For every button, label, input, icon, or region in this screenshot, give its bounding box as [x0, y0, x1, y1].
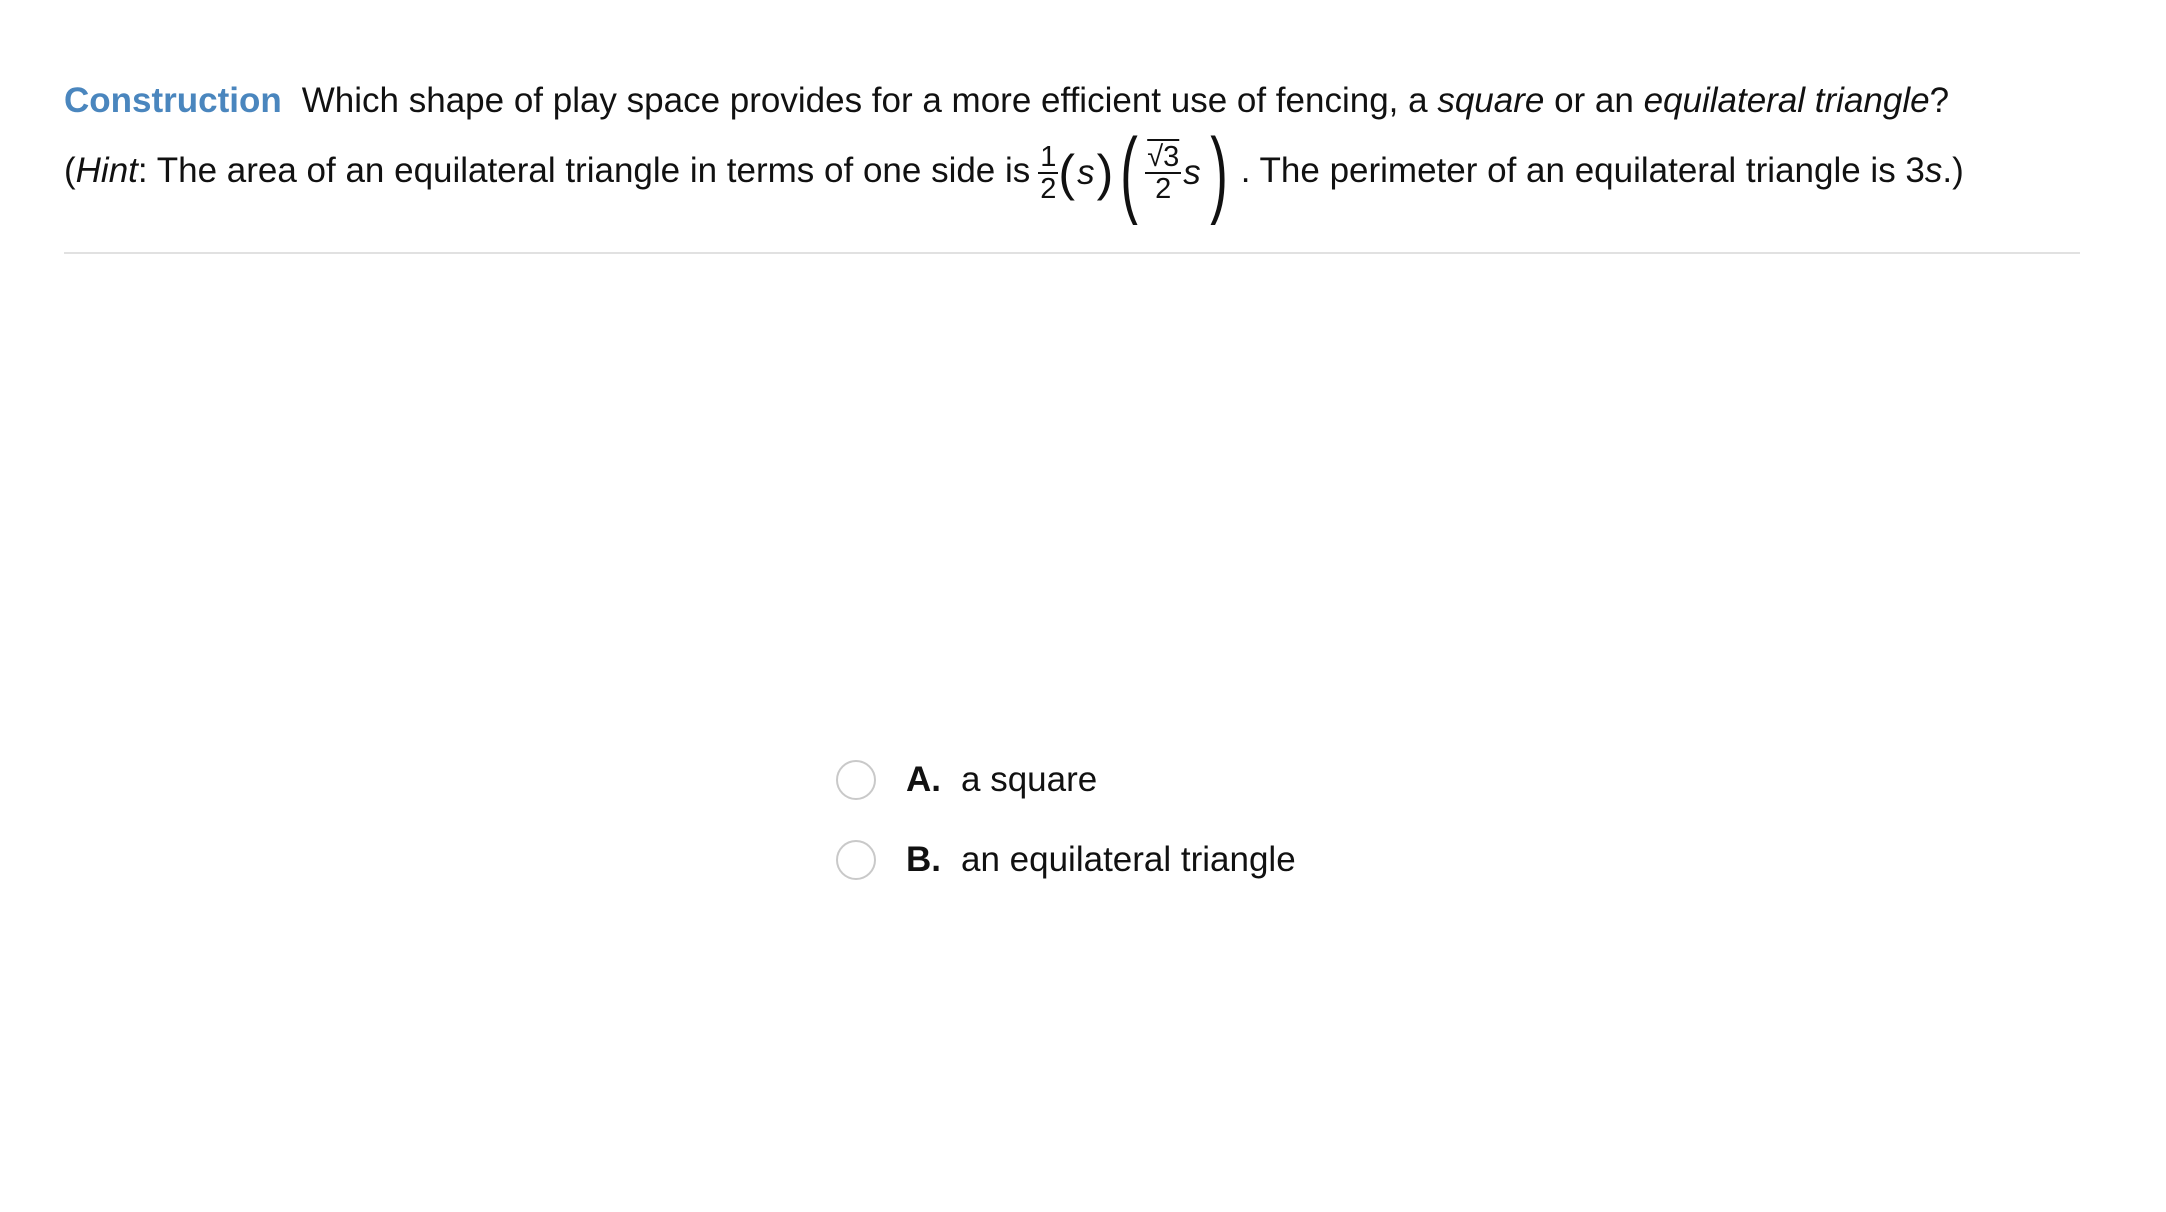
- question-middle: or an: [1544, 81, 1644, 120]
- question-suffix: ?: [1929, 81, 1950, 120]
- open-paren: (: [1058, 145, 1076, 201]
- radio-a[interactable]: [836, 760, 876, 800]
- half-numerator: 1: [1040, 141, 1057, 173]
- divider: [64, 252, 2080, 254]
- hint-text: : The area of an equilateral triangle in terms of one side is: [137, 151, 1031, 190]
- answer-choices: [836, 740, 1296, 900]
- sqrt-denominator: 2: [1155, 173, 1172, 205]
- choice-b-letter: B.: [906, 840, 941, 879]
- sqrt-numerator: √3: [1147, 141, 1180, 173]
- formula-var-s: s: [1077, 153, 1095, 192]
- choice-b[interactable]: [836, 820, 1296, 900]
- radio-b[interactable]: [836, 840, 876, 880]
- hint-close: .): [1942, 151, 1964, 190]
- choice-a-label: a square: [961, 760, 1098, 799]
- square-word: square: [1437, 81, 1545, 120]
- sqrt-fraction: [1145, 142, 1181, 204]
- big-open-paren: (: [1120, 119, 1139, 226]
- question-line-2: [64, 119, 2044, 226]
- question-text: [64, 66, 2044, 226]
- triangle-word: equilateral triangle: [1643, 81, 1930, 120]
- question-line-1: [64, 66, 2044, 136]
- question-prefix: Which shape of play space provides for a more efficient use of fencing, a: [301, 81, 1438, 120]
- topic-label: Construction: [64, 81, 282, 120]
- formula-var-s2: s: [1183, 153, 1201, 192]
- choice-a[interactable]: [836, 740, 1296, 820]
- choice-b-label: an equilateral triangle: [961, 840, 1296, 879]
- close-paren: ): [1096, 145, 1114, 201]
- big-close-paren: ): [1209, 119, 1228, 226]
- choice-a-letter: A.: [906, 760, 941, 799]
- area-formula: [1038, 119, 1234, 226]
- hint-open: (: [64, 151, 76, 190]
- hint-tail-var: s: [1924, 151, 1943, 190]
- half-denominator: 2: [1040, 173, 1057, 205]
- half-fraction: [1038, 142, 1058, 204]
- hint-tail: . The perimeter of an equilateral triangle is 3: [1240, 151, 1925, 190]
- hint-word: Hint: [75, 151, 138, 190]
